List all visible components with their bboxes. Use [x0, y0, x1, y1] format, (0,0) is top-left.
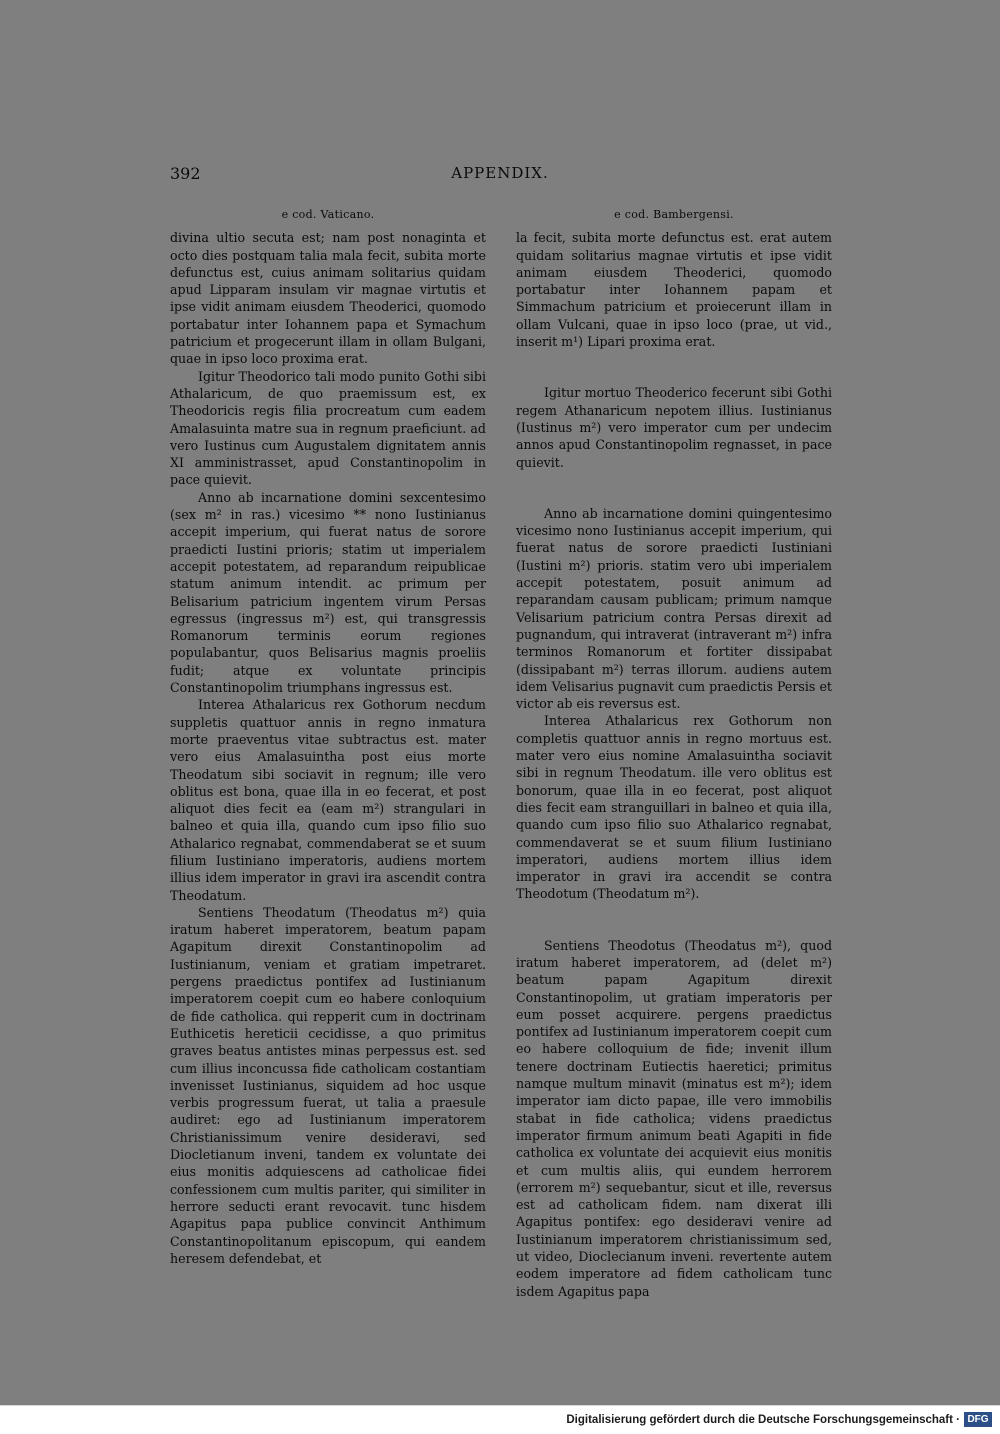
left-paragraph-2: Igitur Theodorico tali modo punito Gothi sibi Athalaricum, de quo praemissum est, ex Theodoricis regis filia procreatum cum eadem Amalasuinta matre sua in regnum praeficiunt. ad vero Iustinus cum Augustalem dignitatem annis XI amministrasset, apud Constantinopolim in pace quievit. [170, 368, 486, 488]
left-paragraph-1: divina ultio secuta est; nam post nonaginta et octo dies postquam talia mala fecit, subita morte defunctus est, cuius animam solitarius quidam apud Lipparam insulam vir magnae virtutis et ipse vidit animam eiusdem Theoderici, quomodo portabatur inter Iohannem papa et Symachum patricium et progecerunt illam in ollam Bulgani, quae in ipso loco proxima erat. [170, 230, 486, 367]
left-paragraph-5: Sentiens Theodatum (Theodatus m²) quia iratum haberet imperatorem, beatum papam Agapitum direxit Constantinopolim ad Iustinianum, veniam et gratiam impetraret. pergens praedictus pontifex ad Iustinianum imperatorem coepit cum eo habere conloquium de fide catholica. qui repperit cum in doctrinam Euthicetis hereticii cecidisse, a quo primitus graves beatus antistes minas perpessus est. sed cum illius inconcussa fide catholicam costantiam invenisset Iustinianus, siquidem ad hoc usque verbis progressum fuerat, ut talia a praesule audiret: ego ad Iustinianum imperatorem Christianissimum venire desideravi, sed Diocletianum inveni, tandem ex voluntate dei eius monitis adquiescens ad catholicae fidei confessionem cum multis pariter, qui similiter in herrore seducti erant revocavit. tunc hisdem Agapitus papa publice convincit Anthimum Constantinopolitanum episcopum, qui eandem heresem defendebat, et [170, 904, 486, 1266]
right-column-heading: e cod. Bambergensi. [614, 208, 734, 221]
left-paragraph-3: Anno ab incarnatione domini sexcentesimo (sex m² in ras.) vicesimo ** nono Iustinianus accepit imperium, qui fuerat natus de sorore praedicti Iustini prioris; statim ut imperialem accepit potestatem, ad reparandum reipublicae statum animum intendit. ac primum per Belisarium patricium ingentem virum Persas egressus (ingressus m²) est, qui transgressis Romanorum terminis eorum regiones populabantur, quos Belisarius magnis proeliis fudit; atque ex voluntate principis Constantinopolim triumphans ingressus est. [170, 489, 486, 696]
running-title: APPENDIX. [451, 164, 549, 182]
footer-bar [0, 1405, 1000, 1434]
left-paragraph-4: Interea Athalaricus rex Gothorum necdum suppletis quattuor annis in regno inmatura morte praeventus vitae subtractus est. mater vero eius Amalasuintha post eius morte Theodatum sibi sociavit in regnum; ille vero oblitus est bona, quae illa in eo fecerat, et post aliquot dies fecit ea (eam m²) strangulari in balneo et quia illa, quando cum ipso filio suo Athalarico regnabat, commendaberat se et suum filium Iustiniano imperatoris, audiens mortem illius idem imperator in gravi ira ascendit contra Theodatum. [170, 697, 486, 903]
funding-credit: Digitalisierung gefördert durch die Deutsche Forschungsgemeinschaft · [566, 1414, 960, 1426]
right-paragraph-1: la fecit, subita morte defunctus est. erat autem quidam solitarius magnae virtutis et ipse vidit animam eiusdem Theoderici, quomodo portabatur inter Iohannem papam et Simmachum patricium et proiecerunt illam in ollam Vulcani, quae in ipso loco (prae, ut vid., inserit m¹) Lipari proxima erat. [516, 230, 832, 350]
paragraph-gap [516, 471, 832, 505]
right-paragraph-3: Anno ab incarnatione domini quingentesimo vicesimo nono Iustinianus accepit imperium, qui fuerat natus de sorore praedicti Iustiniani (Iustini m²) prioris. statim vero ubi imperialem accepit potestatem, posuit animum ad reparandam causam publicam; primum namque Velisarium patricium contra Persas direxit ad pugnandum, qui intraverat (intraverant m²) infra terminos Romanorum et fortiter dissipabat (dissipabant m²) terras illorum. audiens autem idem Velisarius pugnavit cum praedictis Persis et victor ab eis reversus est. [516, 505, 832, 712]
dfg-logo: DFG [964, 1412, 992, 1427]
left-column [170, 206, 486, 1267]
left-column-heading: e cod. Vaticano. [281, 208, 375, 221]
right-paragraph-4: Interea Athalaricus rex Gothorum non completis quattuor annis in regno mortuus est. mater vero eius nomine Amalasuintha sociavit sibi in regnum Theodatum. ille vero oblitus est bonorum, quae illa in eo fecerat, post aliquot dies fecit eam stranguillari in balneo et quia illa, quando cum ipso filio suo Athalarico regnabat, commendaverat se et suum filium Iustiniano imperatori, audiens mortem illius idem imperator in gravi ira accendit se contra Theodotum (Theodatum m²). [516, 713, 832, 902]
right-paragraph-5: Sentiens Theodotus (Theodatus m²), quod iratum haberet imperatorem, ad (delet m²) beatum papam Agapitum direxit Constantinopolim, ut gratiam imperatoris per eum posset acquirere. pergens praedictus pontifex ad Iustinianum imperatorem coepit cum eo habere colloquium de fide; invenit illum tenere doctrinam Eutiectis haeretici; primitus namque multum minavit (minatus est m²); idem imperator iam dicto papae, ille vero immobilis stabat in fide catholica; videns praedictus imperator firmum animum beati Agapiti in fide catholica ex voluntate dei acquievit eius monitis et cum multis aliis, qui eundem herrorem (errorem m²) sequebantur, sicut et ille, reversus est ad catholicam fidem. nam dixerat illi Agapitus pontifex: ego desideravi venire ad Iustinianum imperatorem christianissimum sed, ut video, Dioclecianum inveni. revertente autem eodem imperatore ad fidem catholicam tunc isdem Agapitus papa [516, 937, 832, 1299]
paragraph-gap [516, 903, 832, 937]
page-number: 392 [170, 164, 201, 183]
page-header [170, 164, 830, 188]
paragraph-gap [516, 350, 832, 384]
right-column [516, 206, 832, 1300]
right-paragraph-2: Igitur mortuo Theoderico fecerunt sibi Gothi regem Athanaricum nepotem illius. Iustinianus (Iustinus m²) vero imperator cum per undecim annos apud Constantinopolim regnasset, in pace quievit. [516, 385, 832, 470]
